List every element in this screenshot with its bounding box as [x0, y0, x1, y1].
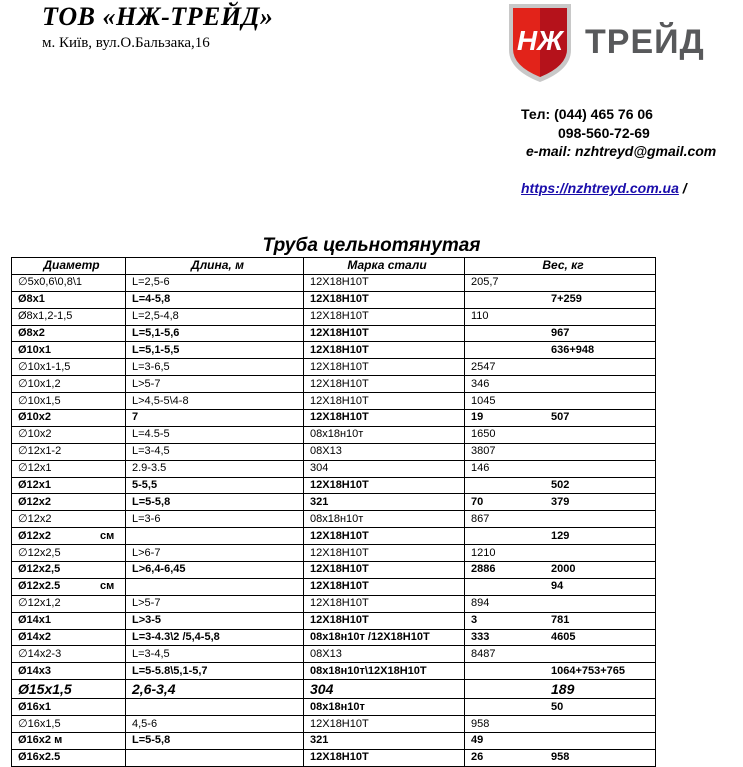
- cell-steel: 321: [304, 494, 465, 511]
- cell-length: L>5-7: [126, 376, 304, 393]
- cell-length: L=5-5.8\5,1-5,7: [126, 663, 304, 680]
- cell-weight: [465, 426, 656, 443]
- cell-length: L=3-4,5: [126, 443, 304, 460]
- table-row: [12, 443, 656, 460]
- cell-diameter: Ø8x2: [12, 325, 126, 342]
- cell-diameter: ∅10x1-1,5: [12, 359, 126, 376]
- cell-steel: 08X13: [304, 646, 465, 663]
- weight-value-1: 19: [471, 411, 484, 424]
- cell-diameter: ∅10x1,5: [12, 393, 126, 410]
- weight-value-2: 7+259: [551, 293, 582, 306]
- table-row: [12, 511, 656, 528]
- cell-length: L=5,1-5,5: [126, 342, 304, 359]
- cell-diameter: Ø10x1: [12, 342, 126, 359]
- table-row: [12, 749, 656, 766]
- cell-weight: [465, 612, 656, 629]
- table-row: [12, 426, 656, 443]
- table-row: [12, 342, 656, 359]
- cell-length: L=3-4.3\2 /5,4-5,8: [126, 629, 304, 646]
- table-row: [12, 325, 656, 342]
- website-link[interactable]: https://nzhtreyd.com.ua: [521, 180, 679, 196]
- weight-value-1: 2547: [471, 360, 496, 373]
- table-row: [12, 733, 656, 750]
- cell-weight: [465, 699, 656, 716]
- cell-weight: [465, 291, 656, 308]
- cell-steel: 12X18H10T: [304, 545, 465, 562]
- cell-steel: 08x18н10т: [304, 699, 465, 716]
- table-row: [12, 359, 656, 376]
- cell-length: L=5-5,8: [126, 494, 304, 511]
- cell-diameter: ∅16x1,5: [12, 716, 126, 733]
- table-row: [12, 376, 656, 393]
- col-steel: Марка стали: [304, 258, 465, 275]
- weight-value-1: 8487: [471, 647, 496, 660]
- cell-steel: 12X18H10T: [304, 528, 465, 545]
- cell-weight: [465, 749, 656, 766]
- cell-length: L=5,1-5,6: [126, 325, 304, 342]
- cell-weight: [465, 562, 656, 579]
- cell-diameter: Ø14x2: [12, 629, 126, 646]
- table-row: [12, 680, 656, 699]
- table-header-row: [12, 258, 656, 275]
- table-row: [12, 629, 656, 646]
- weight-value-2: 189: [551, 680, 575, 697]
- cell-length: L>6-7: [126, 545, 304, 562]
- cell-diameter: Ø16x2.5: [12, 749, 126, 766]
- diameter-note: см: [100, 529, 115, 542]
- cell-steel: 12X18H10T: [304, 274, 465, 291]
- cell-length: L=3-6: [126, 511, 304, 528]
- weight-value-2: 502: [551, 479, 570, 492]
- weight-value-2: 2000: [551, 563, 576, 576]
- cell-weight: [465, 494, 656, 511]
- table-row: [12, 663, 656, 680]
- cell-steel: 12X18H10T: [304, 749, 465, 766]
- weight-value-1: 867: [471, 512, 490, 525]
- cell-diameter: ∅5x0,6\0,8\1: [12, 274, 126, 291]
- weight-value-1: 346: [471, 377, 490, 390]
- email-line: e-mail: nzhtreyd@gmail.com: [526, 143, 717, 159]
- weight-value-2: 50: [551, 700, 564, 713]
- table-row: [12, 494, 656, 511]
- weight-value-2: 129: [551, 529, 570, 542]
- cell-length: 5-5,5: [126, 477, 304, 494]
- cell-length: 2.9-3.5: [126, 460, 304, 477]
- cell-diameter: Ø12x2 см: [12, 528, 126, 545]
- cell-diameter: Ø12x2.5 см: [12, 578, 126, 595]
- table-row: [12, 291, 656, 308]
- cell-diameter: ∅12x1-2: [12, 443, 126, 460]
- cell-length: L=3-6,5: [126, 359, 304, 376]
- cell-diameter: ∅12x2,5: [12, 545, 126, 562]
- table-row: [12, 699, 656, 716]
- price-table: [11, 257, 656, 767]
- cell-weight: [465, 511, 656, 528]
- cell-diameter: Ø12x2: [12, 494, 126, 511]
- cell-length: L>5-7: [126, 595, 304, 612]
- table-row: [12, 460, 656, 477]
- cell-diameter: ∅12x1,2: [12, 595, 126, 612]
- cell-steel: 12X18H10T: [304, 612, 465, 629]
- weight-value-1: 49: [471, 734, 484, 747]
- cell-weight: [465, 308, 656, 325]
- cell-steel: 12X18H10T: [304, 716, 465, 733]
- cell-diameter: Ø10x2: [12, 410, 126, 427]
- cell-steel: 12X18H10T: [304, 342, 465, 359]
- cell-steel: 12X18H10T: [304, 308, 465, 325]
- cell-length: 4,5-6: [126, 716, 304, 733]
- cell-weight: [465, 460, 656, 477]
- cell-diameter: Ø8x1,2-1,5: [12, 308, 126, 325]
- company-name: ТОВ «НЖ-ТРЕЙД»: [42, 2, 274, 31]
- weight-value-1: 958: [471, 717, 490, 730]
- weight-value-1: 333: [471, 631, 490, 644]
- cell-length: L>3-5: [126, 612, 304, 629]
- cell-weight: [465, 393, 656, 410]
- cell-weight: [465, 578, 656, 595]
- table-row: [12, 545, 656, 562]
- cell-steel: 08x18н10т: [304, 426, 465, 443]
- cell-weight: [465, 716, 656, 733]
- cell-weight: [465, 359, 656, 376]
- cell-weight: [465, 443, 656, 460]
- cell-steel: 12X18H10T: [304, 578, 465, 595]
- company-address: м. Київ, вул.О.Бальзака,16: [42, 35, 210, 51]
- table-row: [12, 646, 656, 663]
- cell-length: L=3-4,5: [126, 646, 304, 663]
- table-row: [12, 578, 656, 595]
- weight-value-2: 1064+753+765: [551, 664, 626, 677]
- cell-diameter: Ø14x1: [12, 612, 126, 629]
- cell-steel: 08x18н10т: [304, 511, 465, 528]
- cell-length: 7: [126, 410, 304, 427]
- table-row: [12, 716, 656, 733]
- cell-steel: 12X18H10T: [304, 376, 465, 393]
- weight-value-1: 1650: [471, 428, 496, 441]
- cell-weight: [465, 595, 656, 612]
- cell-diameter: Ø15x1,5: [12, 680, 126, 699]
- cell-weight: [465, 680, 656, 699]
- cell-diameter: Ø14x3: [12, 663, 126, 680]
- table-title: Труба цельнотянутая: [262, 235, 481, 256]
- cell-length: L=5-5,8: [126, 733, 304, 750]
- cell-length: L=4.5-5: [126, 426, 304, 443]
- phone-line-1: Тел: (044) 465 76 06: [521, 106, 653, 122]
- cell-steel: 12X18H10T: [304, 410, 465, 427]
- cell-length: 2,6-3,4: [126, 680, 304, 699]
- website: [521, 180, 687, 196]
- cell-weight: [465, 629, 656, 646]
- cell-diameter: ∅10x2: [12, 426, 126, 443]
- cell-length: [126, 528, 304, 545]
- cell-length: L>6,4-6,45: [126, 562, 304, 579]
- cell-diameter: Ø16x2 м: [12, 733, 126, 750]
- col-diameter: Диаметр: [12, 258, 126, 275]
- weight-value-1: 26: [471, 751, 484, 764]
- weight-value-1: 1045: [471, 394, 496, 407]
- weight-value-2: 507: [551, 411, 570, 424]
- cell-weight: [465, 528, 656, 545]
- col-length: Длина, м: [126, 258, 304, 275]
- cell-length: [126, 578, 304, 595]
- phone-line-2: 098-560-72-69: [558, 125, 650, 141]
- website-suffix: /: [678, 180, 687, 196]
- cell-steel: 12X18H10T: [304, 393, 465, 410]
- cell-steel: 12X18H10T: [304, 477, 465, 494]
- weight-value-1: 110: [471, 310, 489, 323]
- cell-weight: [465, 410, 656, 427]
- table-row: [12, 612, 656, 629]
- cell-length: [126, 699, 304, 716]
- cell-length: L>4,5-5\4-8: [126, 393, 304, 410]
- weight-value-1: 3807: [471, 445, 496, 458]
- cell-diameter: Ø12x1: [12, 477, 126, 494]
- cell-weight: [465, 646, 656, 663]
- weight-value-2: 4605: [551, 631, 576, 644]
- cell-steel: 304: [304, 460, 465, 477]
- weight-value-1: 70: [471, 495, 484, 508]
- cell-steel: 12X18H10T: [304, 562, 465, 579]
- table-row: [12, 274, 656, 291]
- cell-steel: 08x18н10т /12X18H10T: [304, 629, 465, 646]
- cell-steel: 12X18H10T: [304, 291, 465, 308]
- cell-steel: 12X18H10T: [304, 359, 465, 376]
- cell-steel: 321: [304, 733, 465, 750]
- cell-diameter: Ø8x1: [12, 291, 126, 308]
- cell-length: [126, 749, 304, 766]
- cell-steel: 08x18н10т\12X18H10T: [304, 663, 465, 680]
- table-row: [12, 528, 656, 545]
- cell-diameter: Ø12x2,5: [12, 562, 126, 579]
- table-row: [12, 393, 656, 410]
- cell-weight: [465, 733, 656, 750]
- weight-value-2: 379: [551, 495, 570, 508]
- weight-value-2: 94: [551, 580, 564, 593]
- weight-value-1: 894: [471, 597, 490, 610]
- weight-value-1: 205,7: [471, 276, 499, 289]
- cell-steel: 08X13: [304, 443, 465, 460]
- cell-diameter: ∅12x2: [12, 511, 126, 528]
- table-row: [12, 595, 656, 612]
- table-row: [12, 308, 656, 325]
- diameter-note: см: [100, 580, 115, 593]
- cell-weight: [465, 342, 656, 359]
- logo-mark-text: НЖ: [516, 25, 564, 56]
- cell-weight: [465, 545, 656, 562]
- weight-value-1: 1210: [471, 546, 496, 559]
- weight-value-2: 781: [551, 614, 570, 627]
- weight-value-1: 3: [471, 614, 478, 627]
- cell-weight: [465, 376, 656, 393]
- weight-value-2: 967: [551, 327, 570, 339]
- cell-diameter: ∅14x2-3: [12, 646, 126, 663]
- cell-diameter: ∅12x1: [12, 460, 126, 477]
- table-row: [12, 410, 656, 427]
- weight-value-2: 958: [551, 751, 570, 764]
- logo-word: ТРЕЙД: [585, 23, 705, 61]
- weight-value-1: 2886: [471, 563, 496, 576]
- table-row: [12, 562, 656, 579]
- cell-weight: [465, 663, 656, 680]
- cell-steel: 304: [304, 680, 465, 699]
- cell-weight: [465, 477, 656, 494]
- table-row: [12, 477, 656, 494]
- cell-diameter: ∅10x1,2: [12, 376, 126, 393]
- cell-length: L=2,5-4,8: [126, 308, 304, 325]
- cell-steel: 12X18H10T: [304, 595, 465, 612]
- cell-weight: [465, 274, 656, 291]
- cell-weight: [465, 325, 656, 342]
- weight-value-2: 636+948: [551, 343, 595, 356]
- col-weight: Вес, кг: [465, 258, 656, 275]
- cell-steel: 12X18H10T: [304, 325, 465, 342]
- cell-diameter: Ø16x1: [12, 699, 126, 716]
- cell-length: L=2,5-6: [126, 274, 304, 291]
- weight-value-1: 146: [471, 462, 490, 475]
- cell-length: L=4-5,8: [126, 291, 304, 308]
